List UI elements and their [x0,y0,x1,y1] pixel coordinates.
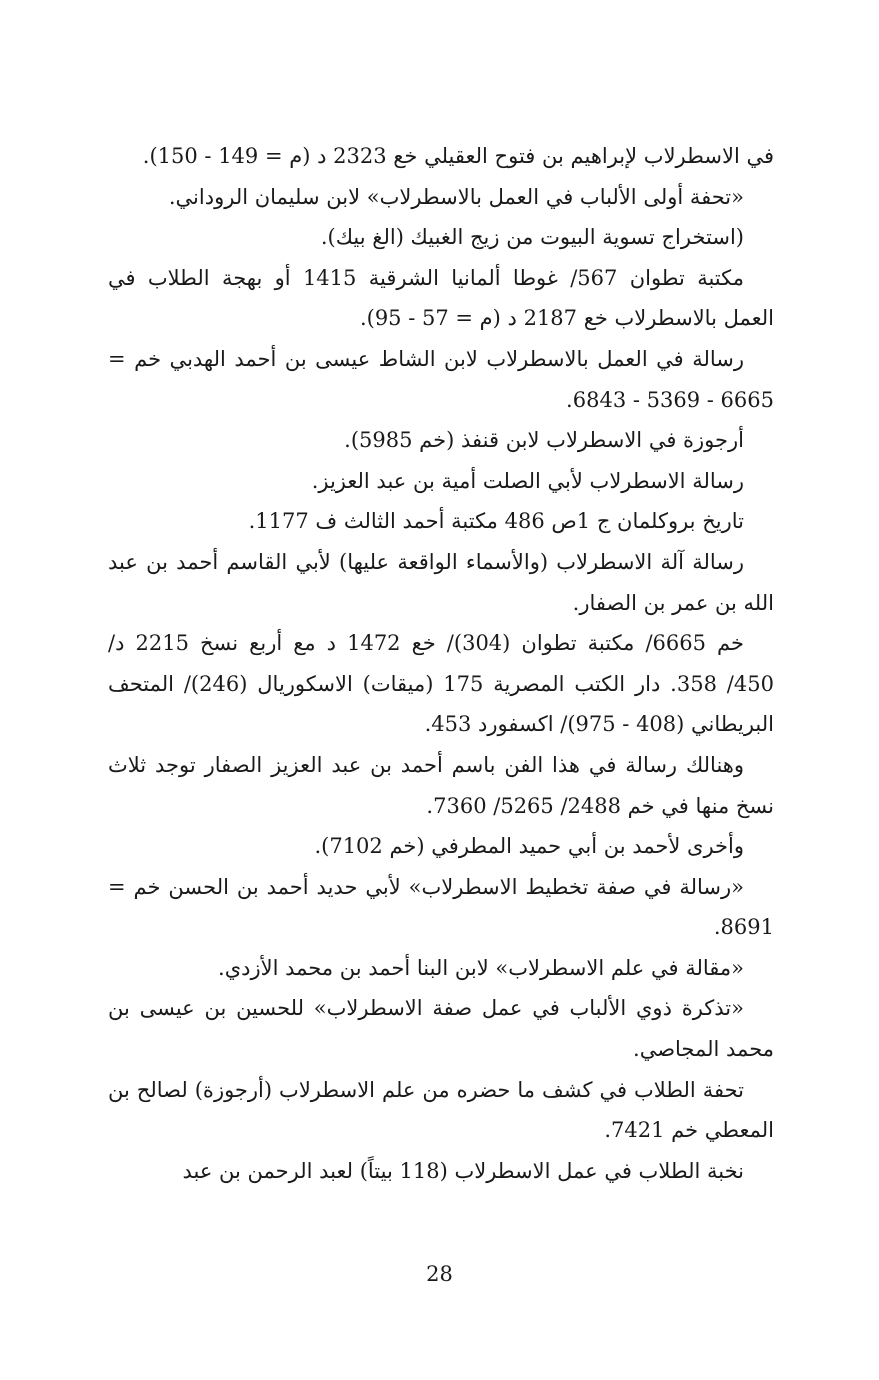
paragraph: تاريخ بروكلمان ج 1ص 486 مكتبة أحمد الثالث ف 1177. [248,509,744,534]
paragraph: رسالة آلة الاسطرلاب (والأسماء الواقعة عليها) لأبي القاسم أحمد بن عبد الله بن عمر بن الصفار. [108,549,774,615]
paragraph: (استخراج تسوية البيوت من زيج الغبيك (الغ بيك). [320,225,744,250]
paragraph: خم 6665/ مكتبة تطوان (304)/ خع 1472 د مع أربع نسخ 2215 د/ 450/ 358. دار الكتب المصرية 175 (ميقات) الاسكوريال (246)/ المتحف البريطاني (408 - 975)/ اكسفورد 453. [108,631,774,737]
paragraph: في الاسطرلاب لإبراهيم بن فتوح العقيلي خع 2323 د (م = 149 - 150). [142,144,774,168]
paragraph: تحفة الطلاب في كشف ما حضره من علم الاسطرلاب (أرجوزة) لصالح بن المعطي خم 7421. [108,1077,774,1143]
paragraph: وأخرى لأحمد بن أبي حميد المطرفي (خم 7102). [314,834,744,859]
page-body-text [108,136,774,1191]
paragraph: «مقالة في علم الاسطرلاب» لابن البنا أحمد بن محمد الأزدي. [218,955,744,980]
page-number: 28 [426,1262,453,1286]
paragraph: «رسالة في صفة تخطيط الاسطرلاب» لأبي حديد أحمد بن الحسن خم = 8691. [108,874,774,940]
paragraph: أرجوزة في الاسطرلاب لابن قنفذ (خم 5985). [344,428,744,453]
paragraph: وهنالك رسالة في هذا الفن باسم أحمد بن عبد العزيز الصفار توجد ثلاث نسخ منها في خم 2488/ 5265/ 7360. [108,752,774,818]
paragraph: نخبة الطلاب في عمل الاسطرلاب (118 بيتاً) لعبد الرحمن بن عبد [182,1158,744,1183]
paragraph: «تحفة أولى الألباب في العمل بالاسطرلاب» لابن سليمان الروداني. [168,184,744,209]
paragraph: رسالة الاسطرلاب لأبي الصلت أمية بن عبد العزيز. [311,468,744,493]
paragraph: مكتبة تطوان 567/ غوطا ألمانيا الشرقية 1415 أو بهجة الطلاب في العمل بالاسطرلاب خع 2187 د (م = 57 - 95). [108,265,774,331]
paragraph: رسالة في العمل بالاسطرلاب لابن الشاط عيسى بن أحمد الهدبي خم = 6665 - 5369 - 6843. [108,346,774,412]
paragraph: «تذكرة ذوي الألباب في عمل صفة الاسطرلاب» للحسين بن عيسى بن محمد المجاصي. [108,996,774,1062]
